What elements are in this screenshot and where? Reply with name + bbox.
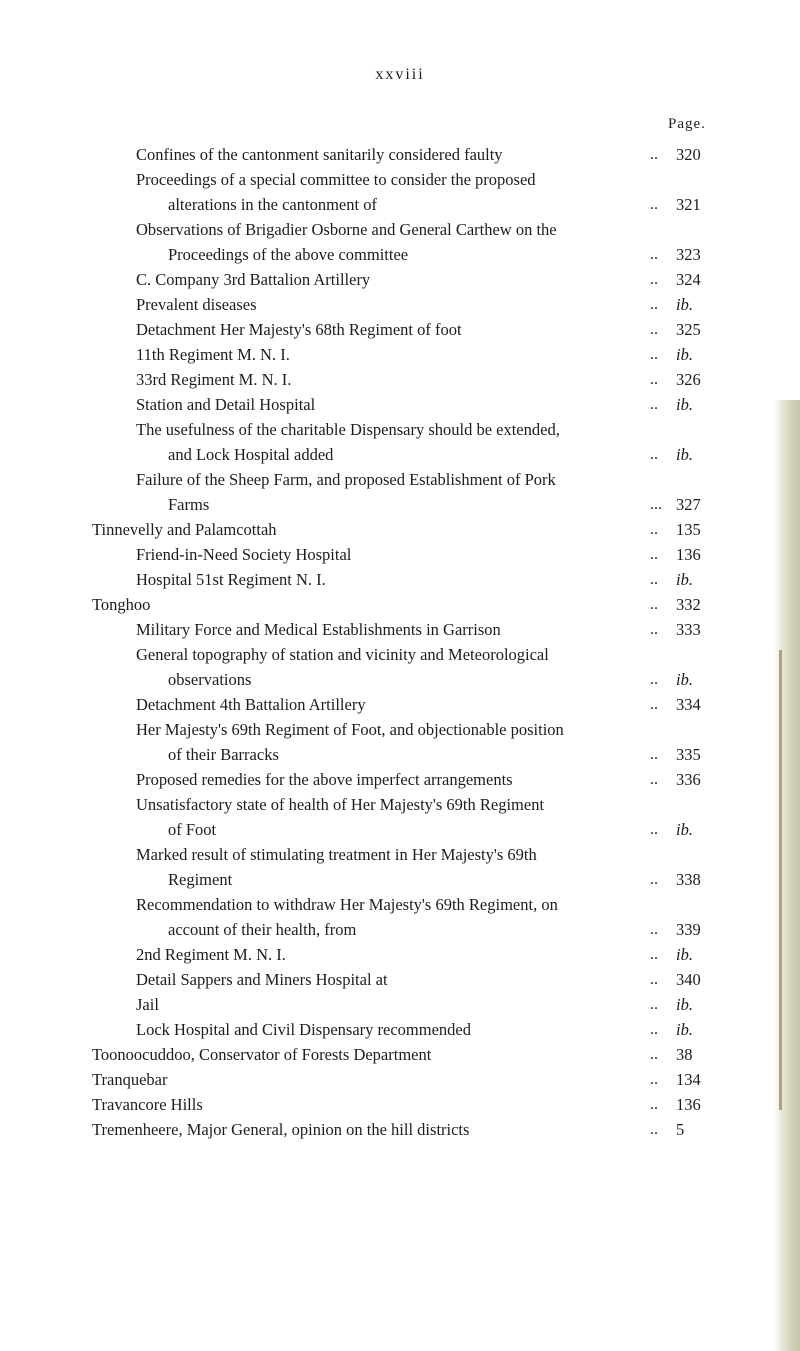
index-entry <box>0 292 760 317</box>
index-entry <box>0 367 760 392</box>
entry-leader-dots: .. <box>650 146 658 163</box>
entry-text: Tonghoo <box>92 595 151 614</box>
index-entry <box>0 642 760 667</box>
entry-leader-dots: .. <box>650 371 658 388</box>
index-entry <box>0 267 760 292</box>
index-entry <box>0 817 760 842</box>
entry-text: Hospital 51st Regiment N. I. <box>136 570 326 589</box>
entry-page-number: 334 <box>676 695 701 714</box>
index-entry <box>0 492 760 517</box>
entry-page-number: 326 <box>676 370 701 389</box>
entry-page-number: 327 <box>676 495 701 514</box>
entry-text: 2nd Regiment M. N. I. <box>136 945 286 964</box>
entry-leader-dots: .. <box>650 671 658 688</box>
index-entry <box>0 517 760 542</box>
index-entry <box>0 992 760 1017</box>
entry-page-number: ib. <box>676 445 693 464</box>
entry-text: Unsatisfactory state of health of Her Majesty's 69th Regiment <box>136 795 545 814</box>
entry-page-number: 136 <box>676 545 701 564</box>
entry-text: Friend-in-Need Society Hospital <box>136 545 352 564</box>
entry-text: Confines of the cantonment sanitarily considered faulty <box>136 145 503 164</box>
entry-leader-dots: .. <box>650 746 658 763</box>
entry-leader-dots: .. <box>650 946 658 963</box>
entry-leader-dots: .. <box>650 396 658 413</box>
entry-page-number: 320 <box>676 145 701 164</box>
index-entry <box>0 692 760 717</box>
index-entry <box>0 192 760 217</box>
entry-page-number: ib. <box>676 395 693 414</box>
entry-page-number: 134 <box>676 1070 701 1089</box>
entry-page-number: ib. <box>676 570 693 589</box>
index-entry <box>0 942 760 967</box>
entry-text: of their Barracks <box>168 745 279 764</box>
page-column-heading: Page. <box>668 116 706 132</box>
entry-page-number: 323 <box>676 245 701 264</box>
entry-page-number: ib. <box>676 995 693 1014</box>
entry-leader-dots: .. <box>650 771 658 788</box>
index-entry <box>0 742 760 767</box>
index-entry <box>0 867 760 892</box>
entry-text: Detail Sappers and Miners Hospital at <box>136 970 388 989</box>
entry-text: Observations of Brigadier Osborne and General Carthew on the <box>136 220 557 239</box>
entry-leader-dots: .. <box>650 296 658 313</box>
entry-page-number: 332 <box>676 595 701 614</box>
index-entry <box>0 167 760 192</box>
entry-leader-dots: .. <box>650 821 658 838</box>
entry-page-number: 335 <box>676 745 701 764</box>
entry-page-number: 135 <box>676 520 701 539</box>
entry-page-number: 38 <box>676 1045 693 1064</box>
entry-text: observations <box>168 670 252 689</box>
entry-text: Tremenheere, Major General, opinion on the hill districts <box>92 1120 470 1139</box>
entry-page-number: 336 <box>676 770 701 789</box>
index-entry <box>0 592 760 617</box>
index-entry <box>0 717 760 742</box>
index-entry <box>0 667 760 692</box>
index-entry <box>0 467 760 492</box>
entry-text: 33rd Regiment M. N. I. <box>136 370 292 389</box>
entry-text: Farms <box>168 495 210 514</box>
entry-leader-dots: .. <box>650 1071 658 1088</box>
entry-text: Travancore Hills <box>92 1095 203 1114</box>
entry-leader-dots: .. <box>650 321 658 338</box>
entry-page-number: 338 <box>676 870 701 889</box>
entry-text: Regiment <box>168 870 233 889</box>
entry-text: alterations in the cantonment of <box>168 195 377 214</box>
entry-leader-dots: .. <box>650 921 658 938</box>
entry-text: Prevalent diseases <box>136 295 257 314</box>
entry-leader-dots: .. <box>650 871 658 888</box>
entry-text: 11th Regiment M. N. I. <box>136 345 290 364</box>
entry-page-number: ib. <box>676 945 693 964</box>
entry-text: of Foot <box>168 820 217 839</box>
entry-leader-dots: .. <box>650 521 658 538</box>
index-entry <box>0 767 760 792</box>
entry-leader-dots: .. <box>650 546 658 563</box>
index-entry <box>0 892 760 917</box>
entry-text: Detachment Her Majesty's 68th Regiment of foot <box>136 320 462 339</box>
entry-page-number: 339 <box>676 920 701 939</box>
entry-page-number: 340 <box>676 970 701 989</box>
entry-page-number: ib. <box>676 295 693 314</box>
entry-text: Tinnevelly and Palamcottah <box>92 520 277 539</box>
index-entry <box>0 392 760 417</box>
entry-page-number: 321 <box>676 195 701 214</box>
entry-text: Proceedings of a special committee to consider the proposed <box>136 170 536 189</box>
entry-leader-dots: .. <box>650 446 658 463</box>
index-entry <box>0 917 760 942</box>
index-entry <box>0 617 760 642</box>
entry-text: C. Company 3rd Battalion Artillery <box>136 270 371 289</box>
entry-leader-dots: .. <box>650 196 658 213</box>
entry-page-number: 136 <box>676 1095 701 1114</box>
entry-leader-dots: .. <box>650 1021 658 1038</box>
entry-text: account of their health, from <box>168 920 357 939</box>
entry-leader-dots: .. <box>650 1096 658 1113</box>
entry-text: Proposed remedies for the above imperfect arrangements <box>136 770 513 789</box>
entry-leader-dots: .. <box>650 346 658 363</box>
entry-text: Lock Hospital and Civil Dispensary recommended <box>136 1020 471 1039</box>
entry-text: The usefulness of the charitable Dispensary should be extended, <box>136 420 560 439</box>
entry-text: and Lock Hospital added <box>168 445 334 464</box>
page-edge-line <box>779 650 782 1110</box>
entry-leader-dots: .. <box>650 1121 658 1138</box>
entry-page-number: ib. <box>676 345 693 364</box>
entry-leader-dots: .. <box>650 596 658 613</box>
entry-text: Proceedings of the above committee <box>168 245 409 264</box>
entry-page-number: 325 <box>676 320 701 339</box>
entry-leader-dots: .. <box>650 571 658 588</box>
entry-text: General topography of station and vicinity and Meteorological <box>136 645 549 664</box>
entry-leader-dots: .. <box>650 621 658 638</box>
entry-text: Her Majesty's 69th Regiment of Foot, and objectionable position <box>136 720 564 739</box>
entry-text: Detachment 4th Battalion Artillery <box>136 695 366 714</box>
entry-text: Tranquebar <box>92 1070 168 1089</box>
entry-text: Failure of the Sheep Farm, and proposed Establishment of Pork <box>136 470 556 489</box>
entry-text: Jail <box>136 995 159 1014</box>
index-entry <box>0 1042 760 1067</box>
entry-leader-dots: .. <box>650 996 658 1013</box>
index-entry <box>0 1067 760 1092</box>
index-entry <box>0 1017 760 1042</box>
index-entry <box>0 317 760 342</box>
index-entry <box>0 442 760 467</box>
page-edge-shadow <box>774 400 800 1351</box>
entry-text: Toonoocuddoo, Conservator of Forests Department <box>92 1045 432 1064</box>
entry-leader-dots: .. <box>650 696 658 713</box>
index-entry <box>0 1117 760 1142</box>
entry-text: Station and Detail Hospital <box>136 395 316 414</box>
index-entry <box>0 242 760 267</box>
entry-page-number: 5 <box>676 1120 685 1139</box>
index-entry <box>0 542 760 567</box>
index-entries <box>0 142 760 1142</box>
index-entry <box>0 567 760 592</box>
entry-page-number: ib. <box>676 820 693 839</box>
index-entry <box>0 792 760 817</box>
index-entry <box>0 417 760 442</box>
entry-leader-dots: .. <box>650 971 658 988</box>
entry-text: Recommendation to withdraw Her Majesty's 69th Regiment, on <box>136 895 558 914</box>
entry-leader-dots: ... <box>650 496 662 513</box>
index-entry <box>0 967 760 992</box>
entry-leader-dots: .. <box>650 246 658 263</box>
index-entry <box>0 1092 760 1117</box>
page-number: xxviii <box>375 66 425 83</box>
index-entry <box>0 142 760 167</box>
index-entry <box>0 342 760 367</box>
entry-leader-dots: .. <box>650 271 658 288</box>
index-entry <box>0 842 760 867</box>
entry-text: Military Force and Medical Establishments in Garrison <box>136 620 501 639</box>
entry-page-number: 333 <box>676 620 701 639</box>
entry-text: Marked result of stimulating treatment in Her Majesty's 69th <box>136 845 537 864</box>
entry-page-number: ib. <box>676 670 693 689</box>
entry-page-number: ib. <box>676 1020 693 1039</box>
entry-leader-dots: .. <box>650 1046 658 1063</box>
index-entry <box>0 217 760 242</box>
entry-page-number: 324 <box>676 270 701 289</box>
